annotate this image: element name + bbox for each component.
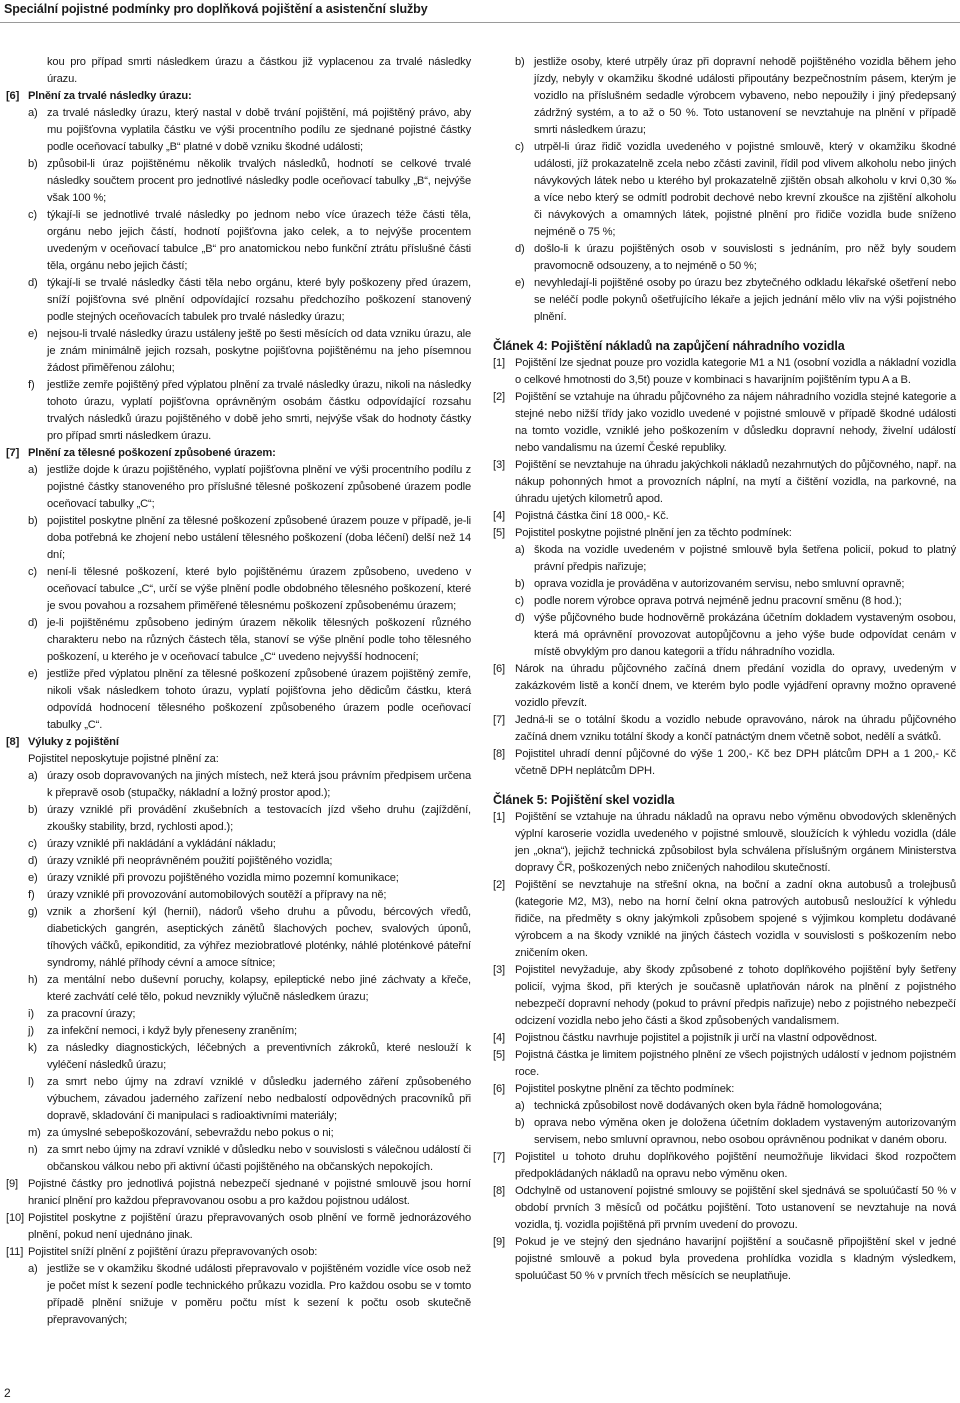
item-letter: a) xyxy=(28,107,38,119)
numbered-item xyxy=(6,445,471,462)
item-letter: k) xyxy=(28,1042,37,1054)
item-number: [5] xyxy=(493,527,505,539)
sub-item xyxy=(493,1098,956,1115)
sub-item xyxy=(6,377,471,445)
item-text: nejsou-li trvalé následky úrazu ustáleny ještě po šesti měsících od data vzniku úrazu, ale je znám minimálně jejich rozsah, poskytne pojišťovna pojištěnému na jeho písemnou žádost přiměřenou zálohu; xyxy=(47,328,471,374)
item-letter: d) xyxy=(515,243,525,255)
item-text: Pojištění lze sjednat pouze pro vozidla kategorie M1 a N1 (osobní vozidla a nákladní vozidla o celkové hmotnosti do 3,5t) pouze v kombinaci s havarijním pojištěním typu A a B. xyxy=(515,357,956,386)
sub-item xyxy=(6,1040,471,1074)
sub-item xyxy=(6,156,471,207)
item-letter: a) xyxy=(515,544,525,556)
item-text: Pojištění se nevztahuje na střešní okna, na boční a zadní okna autobusů a trolejbusů (kategorie M2, M3), nebo na horní čelní okna patrových autobusů nesloužící k výhledu řidiče, na předměty s okny jakýmkoli způsobem spojené s výjimkou kompletu dodávané výrobcem a na škody vzniklé na jiných částech vozidla v souvislosti s poškozením nebo zničením oken. xyxy=(515,879,956,959)
article-heading: Článek 5: Pojištění skel vozidla xyxy=(493,793,675,807)
item-text: za pracovní úrazy; xyxy=(47,1008,136,1020)
numbered-item xyxy=(6,1210,471,1244)
item-text: Plnění za tělesné poškození způsobené úrazem: xyxy=(28,447,276,459)
numbered-item xyxy=(6,1176,471,1210)
item-text: za smrt nebo újmy na zdraví vzniklé v důsledku nebo v souvislosti s válečnou událostí či občanskou válkou nebo při aktivní účasti pojištěného na občanských nepokojích. xyxy=(47,1144,471,1173)
item-text: Pojistitel uhradí denní půjčovné do výše 1 200,- Kč bez DPH plátcům DPH a 1 200,- Kč včetně DPH neplátcům DPH. xyxy=(515,748,956,777)
item-text: Pojistitel nevyžaduje, aby škody způsobené z tohoto doplňkového pojištění byly šetřeny policií, vyjma škod, při kterých je současně uplatňován nárok na plnění z pojistného nebezpečí dopravní nehody (pokud to právní předpis nařizuje) nebo z pojistného nebezpečí odcizení vozidla nebo jeho části a škod způsobených vandalismem. xyxy=(515,964,956,1027)
numbered-item xyxy=(493,809,956,877)
item-text: nevyhledají-li pojištěné osoby po úrazu bez zbytečného odkladu lékařské ošetření nebo se neléčí podle pokynů ošetřujícího lékaře a jejich jednání mělo vliv na výši pojistného plnění. xyxy=(534,277,956,323)
paragraph-text: Pojistitel neposkytuje pojistné plnění za: xyxy=(28,753,219,765)
item-text: Pojistitel poskytne plnění za těchto podmínek: xyxy=(515,1083,735,1095)
page-number: 2 xyxy=(4,1386,11,1400)
item-letter: a) xyxy=(28,464,38,476)
item-text: Pojistitel poskytne pojistné plnění jen za těchto podmínek: xyxy=(515,527,792,539)
sub-item xyxy=(6,105,471,156)
item-number: [6] xyxy=(493,1083,505,1095)
item-letter: m) xyxy=(28,1127,41,1139)
numbered-item xyxy=(493,1081,956,1098)
sub-item xyxy=(493,576,956,593)
item-letter: a) xyxy=(28,1263,38,1275)
item-number: [6] xyxy=(6,90,20,102)
item-text: Nárok na úhradu půjčovného začíná dnem předání vozidla do opravy, uvedeným v zakázkovém listě a končí dnem, ve kterém bylo podle vyjádření opravny možno opravené vozidlo převzít. xyxy=(515,663,956,709)
sub-item xyxy=(493,241,956,275)
item-number: [8] xyxy=(6,736,20,748)
section-gap xyxy=(493,326,956,338)
item-text: úrazy vzniklé při provozování automobilových soutěží a přípravy na ně; xyxy=(47,889,387,901)
item-text: kou pro případ smrti následkem úrazu a částkou již vyplacenou za trvalé následky úrazu. xyxy=(47,56,471,85)
item-text: úrazy vzniklé při nakládání a vykládání nákladu; xyxy=(47,838,276,850)
sub-item xyxy=(6,54,471,88)
section-gap xyxy=(493,780,956,792)
item-text: Pojištění se nevztahuje na úhradu jakýchkoli nákladů nezahrnutých do půjčovného, např. na nákup pohonných hmot a provozních náplní, na mytí a čištění vozidla, na parkovné, na úhradu ujetých kilometrů apod. xyxy=(515,459,956,505)
sub-item xyxy=(6,1074,471,1125)
page-header-title: Speciální pojistné podmínky pro doplňková pojištění a asistenční služby xyxy=(4,2,428,16)
numbered-item xyxy=(493,746,956,780)
numbered-item xyxy=(493,1183,956,1234)
sub-item xyxy=(6,564,471,615)
item-number: [1] xyxy=(493,811,505,823)
item-text: Pojistné částky pro jednotlivá pojistná nebezpečí sjednané v pojistné smlouvě jsou horní hranicí plnění pro každou přepravovanou osobu a pro každou pojistnou událost. xyxy=(28,1178,471,1207)
item-text: za infekční nemoci, i když byly přeneseny zraněním; xyxy=(47,1025,297,1037)
item-letter: i) xyxy=(28,1008,34,1020)
sub-item xyxy=(6,1023,471,1040)
item-letter: b) xyxy=(515,56,525,68)
sub-item xyxy=(6,207,471,275)
item-text: Jedná-li se o totální škodu a vozidlo nebude opravováno, nárok na úhradu půjčovného začíná dnem vzniku totální škody a končí patnáctým dnem včetně sobot, nedělí a svátků. xyxy=(515,714,956,743)
item-letter: c) xyxy=(28,566,37,578)
item-letter: d) xyxy=(28,277,38,289)
item-text: jestliže se v okamžiku škodné události přepravovalo v pojištěném vozidle více osob než je počet míst k sezení podle technického průkazu vozidla. Pro každou osobu se v tomto případě plnění snižuje v poměru počtu míst k sezení k počtu osob skutečně přepravovaných; xyxy=(47,1263,471,1326)
item-number: [9] xyxy=(6,1178,18,1190)
item-letter: j) xyxy=(28,1025,34,1037)
item-number: [8] xyxy=(493,1185,505,1197)
numbered-item xyxy=(493,661,956,712)
item-number: [7] xyxy=(493,1151,505,1163)
sub-item xyxy=(6,836,471,853)
sub-item xyxy=(493,54,956,139)
item-text: Odchylně od ustanovení pojistné smlouvy se pojištění skel sjednává se spoluúčastí 50 % v období prvních 3 měsíců od počátku pojištění. Toto ustanovení se nevztahuje na nová vozidla, tj. vozidla pojištěná při prvním uvedení do provozu. xyxy=(515,1185,956,1231)
sub-item xyxy=(493,593,956,610)
sub-item xyxy=(6,904,471,972)
numbered-item xyxy=(493,1047,956,1081)
item-text: úrazy osob dopravovaných na jiných místech, než která jsou právním předpisem určena k přepravě osob (stupačky, nákladní a ložný prostor apod.); xyxy=(47,770,471,799)
item-text: Pojistitel u tohoto druhu doplňkového pojištění neumožňuje likvidaci škod rozpočtem předpokládaných nákladů na opravu nebo výměnu oken. xyxy=(515,1151,956,1180)
item-text: oprava vozidla je prováděna v autorizovaném servisu, nebo smluvní opravně; xyxy=(534,578,905,590)
sub-item xyxy=(6,513,471,564)
item-letter: c) xyxy=(515,141,524,153)
item-text: způsobil-li úraz pojištěnému několik trvalých následků, hodnotí se celkové trvalé následky součtem procent pro jednotlivé následky podle oceňovací tabulky „B“, nejvýše však 100 %; xyxy=(47,158,471,204)
numbered-item xyxy=(6,1244,471,1261)
item-number: [2] xyxy=(493,391,505,403)
item-text: utrpěl-li úraz řidič vozidla uvedeného v pojistné smlouvě, který v okamžiku škodné události, jíž prokazatelně zcela nebo zčásti zavinil, řídil pod vlivem alkoholu nebo jiných návykových látek nebo u kterého byl prokazatelně zjištěn obsah alkoholu v krvi 0,30 ‰ a více nebo který se odmítl podrobit dechové nebo krevní zkoušce na zjištění alkoholu či návykových a omamných látek, pojistné plnění pro řidiče vozidla bude sníženo nejméně o 75 %; xyxy=(534,141,956,238)
sub-item xyxy=(6,972,471,1006)
numbered-item xyxy=(493,1149,956,1183)
item-text: Plnění za trvalé následky úrazu: xyxy=(28,90,192,102)
header-divider xyxy=(0,22,960,23)
numbered-item xyxy=(493,389,956,457)
item-letter: b) xyxy=(515,578,525,590)
numbered-item xyxy=(493,712,956,746)
item-text: Pojistná částka činí 18 000,- Kč. xyxy=(515,510,669,522)
sub-item xyxy=(6,1261,471,1329)
item-text: za úmyslné sebepoškozování, sebevraždu nebo pokus o ni; xyxy=(47,1127,334,1139)
item-text: vznik a zhoršení kýl (hernií), nádorů všeho druhu a původu, bércových vředů, diabetických gangrén, aseptických zánětů šlachových pochev, svalových úponů, tíhových váčků, epikonditid, za výhřez meziobratlové ploténky, náhlé ploténkové páteřní syndromy, náhlé příhody cévní a amoce sítnice; xyxy=(47,906,471,969)
item-letter: c) xyxy=(28,209,37,221)
numbered-item xyxy=(6,734,471,751)
item-text: jestliže dojde k úrazu pojištěného, vyplatí pojišťovna plnění ve výši procentního podílu z pojistné částky stanoveného pro příslušné tělesné poškození způsobené úrazem podle oceňovací tabulky „C“; xyxy=(47,464,471,510)
item-text: týkají-li se trvalé následky části těla nebo orgánu, které byly poškozeny před úrazem, sníží pojišťovna své plnění odpovídající rozsahu předchozího poškození stanovený podle stejných oceňovacích tabulek pro trvalé následky úrazu; xyxy=(47,277,471,323)
item-text: Pojistitel poskytne z pojištění úrazu přepravovaných osob plnění ve formě jednorázového plnění, pokud není ujednáno jinak. xyxy=(28,1212,471,1241)
numbered-item xyxy=(493,1234,956,1285)
item-text: Pojistnou částku navrhuje pojistitel a pojistník ji určí na vlastní odpovědnost. xyxy=(515,1032,878,1044)
numbered-item xyxy=(493,457,956,508)
sub-item xyxy=(6,462,471,513)
numbered-item xyxy=(493,962,956,1030)
item-text: Pojistitel sníží plnění z pojištění úrazu přepravovaných osob: xyxy=(28,1246,318,1258)
item-letter: c) xyxy=(515,595,524,607)
sub-item xyxy=(6,887,471,904)
sub-item xyxy=(6,768,471,802)
right-column xyxy=(493,54,956,1285)
sub-item xyxy=(493,542,956,576)
item-letter: n) xyxy=(28,1144,38,1156)
item-text: technická způsobilost nově dodávaných oken byla řádně homologována; xyxy=(534,1100,882,1112)
item-letter: b) xyxy=(28,515,38,527)
item-letter: f) xyxy=(28,379,35,391)
numbered-item xyxy=(493,877,956,962)
item-letter: e) xyxy=(28,872,38,884)
item-text: jestliže osoby, které utrpěly úraz při dopravní nehodě pojištěného vozidla během jeho jízdy, nebyly v okamžiku škodné události připoutány bezpečnostním pásem, kterým je vozidlo na příslušném sedadle výrobcem vybaveno, nebo nepoužily i jiný předepsaný zádržný systém, a to až o 50 %. Toto ustanovení se nevztahuje na plnění v případě smrti následkem úrazu; xyxy=(534,56,956,136)
item-text: jestliže zemře pojištěný před výplatou plnění za trvalé následky úrazu, nikoli na následky tohoto úrazu, vyplatí pojišťovna oprávněným osobám částku odpovídající rozsahu trvalých následků úrazu pojištěného v době jeho smrti, nejvýše však do hodnoty částky pro případ smrti následkem úrazu. xyxy=(47,379,471,442)
sub-item xyxy=(6,275,471,326)
numbered-item xyxy=(493,525,956,542)
sub-item xyxy=(6,615,471,666)
item-letter: b) xyxy=(28,804,38,816)
item-number: [7] xyxy=(6,447,20,459)
item-text: za mentální nebo duševní poruchy, kolapsy, epileptické nebo jiné záchvaty a křeče, které zachvátí celé tělo, pokud nevznikly výlučně následkem úrazu; xyxy=(47,974,471,1003)
item-number: [5] xyxy=(493,1049,505,1061)
sub-item xyxy=(6,802,471,836)
numbered-item xyxy=(493,355,956,389)
numbered-item xyxy=(493,508,956,525)
item-text: týkají-li se jednotlivé trvalé následky po jednom nebo více úrazech téže části těla, orgánu nebo jejich částí, hodnotí pojišťovna jako celek, a to nejvýše procentem uvedeným v oceňovací tabulce „B“ pro anatomickou nebo funkční ztrátu příslušné části těla, orgánu nebo jejich částí; xyxy=(47,209,471,272)
sub-item xyxy=(6,1006,471,1023)
item-text: Pojištění se vztahuje na úhradu půjčovného za nájem náhradního vozidla stejné kategorie a stejné nebo nižší třídy jako vozidlo uvedené v pojistné smlouvě v případě škodné události na tomto vozidle, vzniklé jeho poškozením v důsledku dopravní nehody, živelní událostí nebo vandalismu na území České republiky. xyxy=(515,391,956,454)
article-heading: Článek 4: Pojištění nákladů na zapůjčení náhradního vozidla xyxy=(493,339,845,353)
item-number: [10] xyxy=(6,1212,24,1224)
item-number: [3] xyxy=(493,964,505,976)
item-text: oprava nebo výměna oken je doložena účetním dokladem vystaveným autorizovaným servisem, nebo smluvní opravnou, nebo osobou oprávněnou podnikat v daném oboru. xyxy=(534,1117,956,1146)
item-text: Výluky z pojištění xyxy=(28,736,119,748)
sub-item xyxy=(493,610,956,661)
item-text: výše půjčovného bude hodnověrně prokázána účetním dokladem vystaveným osobou, která má oprávnění provozovat autopůjčovnu a jeho výše bude odpovídat cenám v místě obvyklým pro danou kategorii a třídu náhradního vozidla. xyxy=(534,612,956,658)
item-text: Pokud je ve stejný den sjednáno havarijní pojištění a současně připojištění skel v jedné pojistné smlouvě a pokud byla provedena prohlídka vozidla s kladným výsledkem, spoluúčast 50 % v prvních třech měsících se neuplatňuje. xyxy=(515,1236,956,1282)
item-number: [11] xyxy=(6,1246,24,1258)
item-letter: b) xyxy=(28,158,38,170)
sub-item xyxy=(6,326,471,377)
item-letter xyxy=(28,54,47,88)
sub-item xyxy=(6,870,471,887)
sub-item xyxy=(493,275,956,326)
item-number: [6] xyxy=(493,663,505,675)
item-number: [4] xyxy=(493,1032,505,1044)
item-text: došlo-li k úrazu pojištěných osob v souvislosti s jednáním, pro něž byly soudem pravomocně odsouzeny, a to nejméně o 50 %; xyxy=(534,243,956,272)
item-letter: d) xyxy=(28,855,38,867)
sub-item xyxy=(6,1125,471,1142)
item-letter: e) xyxy=(28,328,38,340)
numbered-item xyxy=(493,1030,956,1047)
item-letter: d) xyxy=(28,617,38,629)
item-text: za následky diagnostických, léčebných a preventivních zákroků, které neslouží k vyléčení následků úrazu; xyxy=(47,1042,471,1071)
item-number: [1] xyxy=(493,357,505,369)
sub-item xyxy=(493,139,956,241)
item-text: Pojištění se vztahuje na úhradu nákladů na opravu nebo výměnu obvodových skleněných výplní karoserie vozidla uvedeného v pojistné smlouvě, sloužících k výhledu vozidla (dále jen „okna“), jejichž technická způsobilost byla schválena příslušným orgánem Ministerstva dopravy ČR, poškozených nebo zničených nahodilou skutečností. xyxy=(515,811,956,874)
item-letter: g) xyxy=(28,906,38,918)
item-letter: a) xyxy=(28,770,38,782)
left-column xyxy=(6,54,471,1329)
item-letter: h) xyxy=(28,974,38,986)
sub-item xyxy=(6,853,471,870)
item-number: [8] xyxy=(493,748,505,760)
item-text: Pojistná částka je limitem pojistného plnění ze všech pojistných událostí v jednom pojistném roce. xyxy=(515,1049,956,1078)
item-number: [4] xyxy=(493,510,505,522)
item-letter: l) xyxy=(28,1076,34,1088)
item-text: za trvalé následky úrazu, který nastal v době trvání pojištění, má pojištěný právo, aby mu pojišťovna vyplatila částku ve výši procentního podílu ze sjednané pojistné částky podle oceňovací tabulky „B“ platné v době vzniku škodné události; xyxy=(47,107,471,153)
item-text: úrazy vzniklé při neoprávněném použití pojištěného vozidla; xyxy=(47,855,333,867)
numbered-item xyxy=(6,88,471,105)
item-number: [3] xyxy=(493,459,505,471)
item-letter: e) xyxy=(28,668,38,680)
item-number: [9] xyxy=(493,1236,505,1248)
item-text: škoda na vozidle uvedeném v pojistné smlouvě byla šetřena policií, pokud to platný právní předpis nařizuje; xyxy=(534,544,956,573)
item-text: není-li tělesné poškození, které bylo pojištěnému úrazem způsobeno, uvedeno v oceňovací tabulce „C“, určí se výše plnění podle obdobného tělesného poškození, které je svou povahou a rozsahem přiměřené tělesnému poškození způsobenému úrazem; xyxy=(47,566,471,612)
item-letter: a) xyxy=(515,1100,525,1112)
item-letter: d) xyxy=(515,612,525,624)
item-text: úrazy vzniklé při provádění zkušebních a testovacích jízd všeho druhu (zajíždění, zkoušky stability, brzd, rychlosti apod.); xyxy=(47,804,471,833)
item-text: pojistitel poskytne plnění za tělesné poškození způsobené úrazem pouze v případě, je-li doba potřebná ke zhojení nebo ustálení tělesného poškození (doba léčení) delší než 14 dní; xyxy=(47,515,471,561)
item-text: za smrt nebo újmy na zdraví vzniklé v důsledku jaderného záření způsobeného výbuchem, závadou jaderného zařízení nebo nedbalostí odpovědných pracovníků při dopravě, skladování či manipulaci s radioaktivními materiály; xyxy=(47,1076,471,1122)
item-letter: b) xyxy=(515,1117,525,1129)
item-number: [7] xyxy=(493,714,505,726)
item-text: jestliže před výplatou plnění za tělesné poškození způsobené úrazem pojištěný zemře, nikoli však následkem tohoto úrazu, vyplatí pojišťovna jeho dědicům částku, která odpovídá hodnocení tělesného poškození způsobeného úrazem podle oceňovací tabulky „C“. xyxy=(47,668,471,731)
item-text: podle norem výrobce oprava potrvá nejméně jednu pracovní směnu (8 hod.); xyxy=(534,595,902,607)
sub-item xyxy=(6,666,471,734)
sub-item xyxy=(6,1142,471,1176)
item-letter: f) xyxy=(28,889,35,901)
item-number: [2] xyxy=(493,879,505,891)
item-text: úrazy vzniklé při provozu pojištěného vozidla mimo pozemní komunikace; xyxy=(47,872,399,884)
item-letter: e) xyxy=(515,277,525,289)
sub-item xyxy=(493,1115,956,1149)
item-letter: c) xyxy=(28,838,37,850)
item-text: je-li pojištěnému způsobeno jediným úrazem několik tělesných poškození různého charakteru nebo na různých částech těla, stanoví se výše plnění podle toho tělesného poškození, u kterého je v oceňovací tabulce „C“ uvedeno nejvyšší hodnocení; xyxy=(47,617,471,663)
